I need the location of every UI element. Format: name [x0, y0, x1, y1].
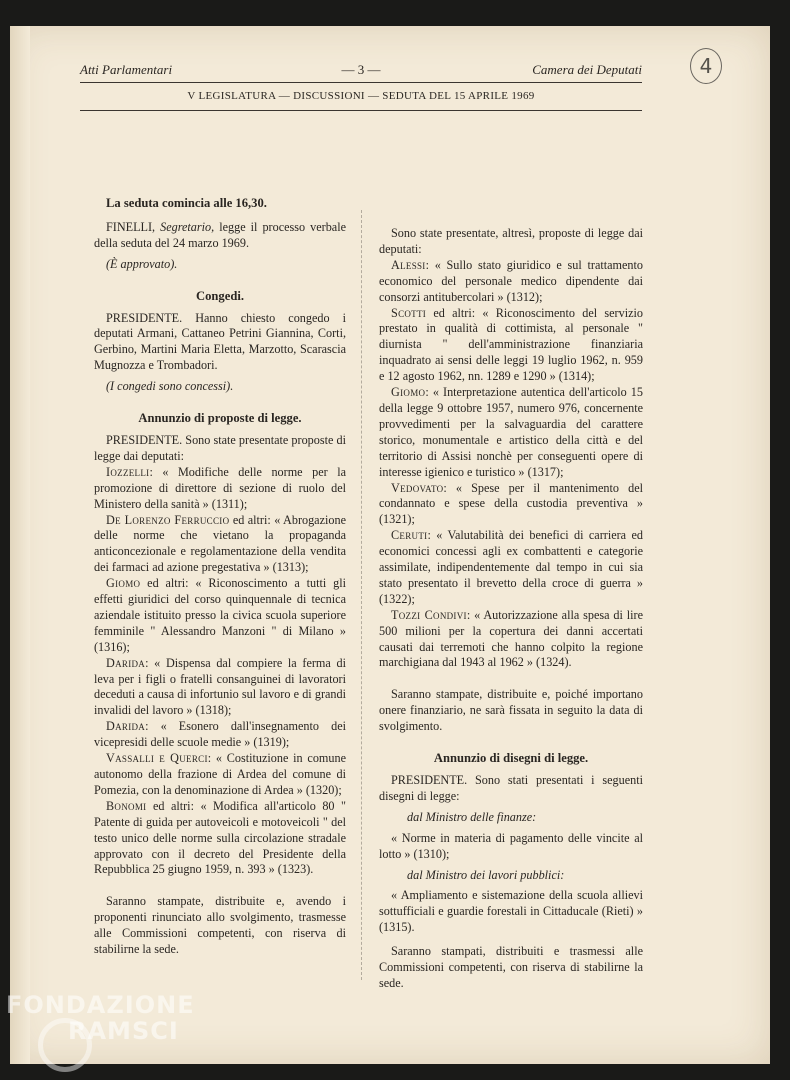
session-subheader: V LEGISLATURA — DISCUSSIONI — SEDUTA DEL 15 APRILE 1969	[187, 90, 535, 102]
bill-scuola-forestale: « Ampliamento e sistemazione della scuola allievi sottufficiali e guardie forestali in Cittaducale (Rieti) » (1315).	[379, 888, 643, 935]
handwritten-page-number: 4	[690, 48, 722, 84]
disegni-title: Annunzio di disegni di legge.	[433, 751, 589, 766]
disegni-intro: PRESIDENTE. Sono stati presentati i seguenti disegni di legge:	[379, 773, 643, 803]
proposal-entry	[379, 481, 643, 529]
watermark-line2: RAMSCI	[68, 1017, 179, 1045]
bill-lotto: « Norme in materia di pagamento delle vincite al lotto » (1310);	[379, 830, 643, 861]
congedi-title: Congedi.	[196, 288, 244, 303]
proposal-entry	[94, 719, 346, 751]
proposer-name: Vassalli e Querci	[106, 751, 208, 766]
proposal-entry	[379, 528, 643, 608]
finelli-paragraph	[94, 220, 346, 252]
altresi-intro: Sono state presentate, altresì, proposte di legge dai deputati:	[379, 226, 643, 256]
proposal-text: : « Interpretazione autentica dell'articolo 15 della legge 9 ottobre 1957, numero 976, concernente provvedimenti per la salvaguardia del carattere storico, monumentale e artistico della città e del territorio di Assisi nonchè per conseguenti opere di interesse igienico e turistico » (1317);	[379, 385, 643, 479]
proposal-text: ed altri: « Riconoscimento del servizio prestato in qualità di cottimista, al personale " diurnista " dell'amministrazione finanziaria inquadrato ai sensi delle leggi 19 luglio 1962, n. 959 e 12 agosto 1962, nn. 1289 e 1290 » (1314);	[379, 305, 643, 384]
proposal-text: : « Autorizzazione alla spesa di lire 500 milioni per la copertura dei danni accertati causati dai terremoti che hanno colpito la regione marchigiana dal 1943 al 1962 » (1324).	[379, 607, 643, 670]
proposal-entry	[379, 608, 643, 672]
header-page-number: — 3 —	[341, 62, 381, 77]
proposer-name: Alessi	[391, 257, 426, 272]
proposte-closing: Saranno stampate, distribuite e, avendo i proponenti rinunciato allo svolgimento, trasmesse alle Commissioni competenti, con riserva di stabilirne la sede.	[94, 894, 346, 957]
fondazione-gramsci-watermark	[6, 992, 195, 1044]
header-rule	[80, 82, 642, 83]
proposer-name: Bonomi	[106, 798, 147, 813]
ministry-lavori-pubblici: dal Ministro dei lavori pubblici:	[407, 867, 565, 882]
right-column	[379, 226, 643, 992]
opening-title: La seduta comincia alle 16,30.	[106, 196, 267, 210]
proposal-text: ed altri: « Abrogazione delle norme che vietano la propaganda anticoncezionale e regolamentazione della vendita dei farmaci ad azione pregestativa » (1313);	[94, 512, 346, 575]
proposal-entry	[94, 513, 346, 577]
finelli-name: FINELLI,	[106, 219, 156, 234]
proposal-text: : « Dispensa dal compiere la ferma di leva per i figli o fratelli consanguinei di lavoratori deceduti a causa di infortunio sul lavoro e di grandi invalidi del lavoro » (1318);	[94, 655, 346, 718]
approvato-note: (È approvato).	[106, 256, 178, 271]
proposal-entry	[379, 258, 643, 306]
proposer-name: Giomo	[391, 385, 426, 400]
finelli-role: Segretario,	[160, 219, 215, 234]
proposal-text: : « Costituzione in comune autonomo della frazione di Ardea del comune di Pomezia, con la denominazione di Ardea » (1320);	[94, 751, 346, 797]
proposal-entry	[379, 385, 643, 480]
altresi-closing: Saranno stampate, distribuite e, poiché importano onere finanziario, ne sarà fissata in seguito la data di svolgimento.	[379, 687, 643, 734]
congedi-text: PRESIDENTE. Hanno chiesto congedo i deputati Armani, Cattaneo Petrini Giannina, Corti, Gerbino, Martini Maria Eletta, Marzotto, Scarascia Mugnozza e Trombadori.	[94, 310, 346, 373]
proposal-entry	[94, 656, 346, 720]
proposal-entry	[379, 306, 643, 386]
watermark-line1: FONDAZIONE	[6, 991, 195, 1019]
page-header	[80, 60, 642, 82]
proposer-name: Vedovato	[391, 480, 444, 495]
proposer-name: Darida	[106, 655, 146, 670]
proposer-name: Ceruti	[391, 528, 428, 543]
proposal-text: : « Valutabilità dei benefici di carriera ed economici concessi agli ex combattenti e categorie assimilate, indipendentemente dal tempo in cui sia stato presentato il brevetto della croce di guerra » (1322);	[379, 528, 643, 606]
left-column	[94, 196, 346, 958]
proposer-name: Iozzelli	[106, 464, 150, 479]
proposal-text: : « Modifiche delle norme per la promozione di direttore di sezione di ruolo del Ministero della sanità » (1311);	[94, 464, 346, 511]
column-divider	[361, 210, 362, 980]
page-spine	[10, 26, 30, 1064]
proposal-entry	[94, 799, 346, 879]
proposer-name: Darida	[106, 719, 146, 734]
congedi-concessi-note: (I congedi sono concessi).	[106, 379, 234, 394]
proposal-text: : « Spese per il mantenimento del condannato e spese della custodia preventiva » (1321);	[379, 480, 643, 527]
proposer-name: Tozzi Condivi	[391, 607, 467, 622]
disegni-closing: Saranno stampati, distribuiti e trasmessi alle Commissioni competenti, con riserva di stabilirne la sede.	[379, 944, 643, 990]
subheader-rule	[80, 110, 642, 111]
proposal-text: : « Sullo stato giuridico e sul trattamento economico del personale medico dipendente dai consorzi antitubercolari » (1312);	[379, 257, 643, 304]
proposal-entry	[94, 465, 346, 513]
proposer-name: De Lorenzo Ferruccio	[106, 512, 230, 527]
proposal-text: ed altri: « Riconoscimento a tutti gli effetti giuridici del corso quinquennale di tecnica aziendale istituito presso la civica scuola superiore femminile " Alessandro Manzoni " di Milano » (1316);	[94, 576, 346, 654]
proposal-entry	[94, 576, 346, 656]
proposal-text: : « Esonero dall'insegnamento dei vicepresidi delle scuole medie » (1319);	[94, 719, 346, 750]
finelli-text: legge il processo verbale della seduta del 24 marzo 1969.	[94, 219, 347, 250]
proposte-title: Annunzio di proposte di legge.	[138, 411, 302, 426]
proposal-entry	[94, 751, 346, 799]
header-right: Camera dei Deputati	[532, 62, 642, 77]
header-left: Atti Parlamentari	[80, 62, 173, 77]
ministry-finanze: dal Ministro delle finanze:	[407, 809, 537, 824]
proposte-intro: PRESIDENTE. Sono state presentate proposte di legge dai deputati:	[94, 432, 346, 463]
proposer-name: Giomo	[106, 576, 141, 591]
proposer-name: Scotti	[391, 305, 427, 320]
proposal-text: ed altri: « Modifica all'articolo 80 " Patente di guida per autoveicoli e motoveicoli " del testo unico delle norme sulla circolazione stradale approvato con il decreto del Presidente della Repubblica 25 giugno 1959, n. 393 » (1323).	[94, 798, 346, 877]
